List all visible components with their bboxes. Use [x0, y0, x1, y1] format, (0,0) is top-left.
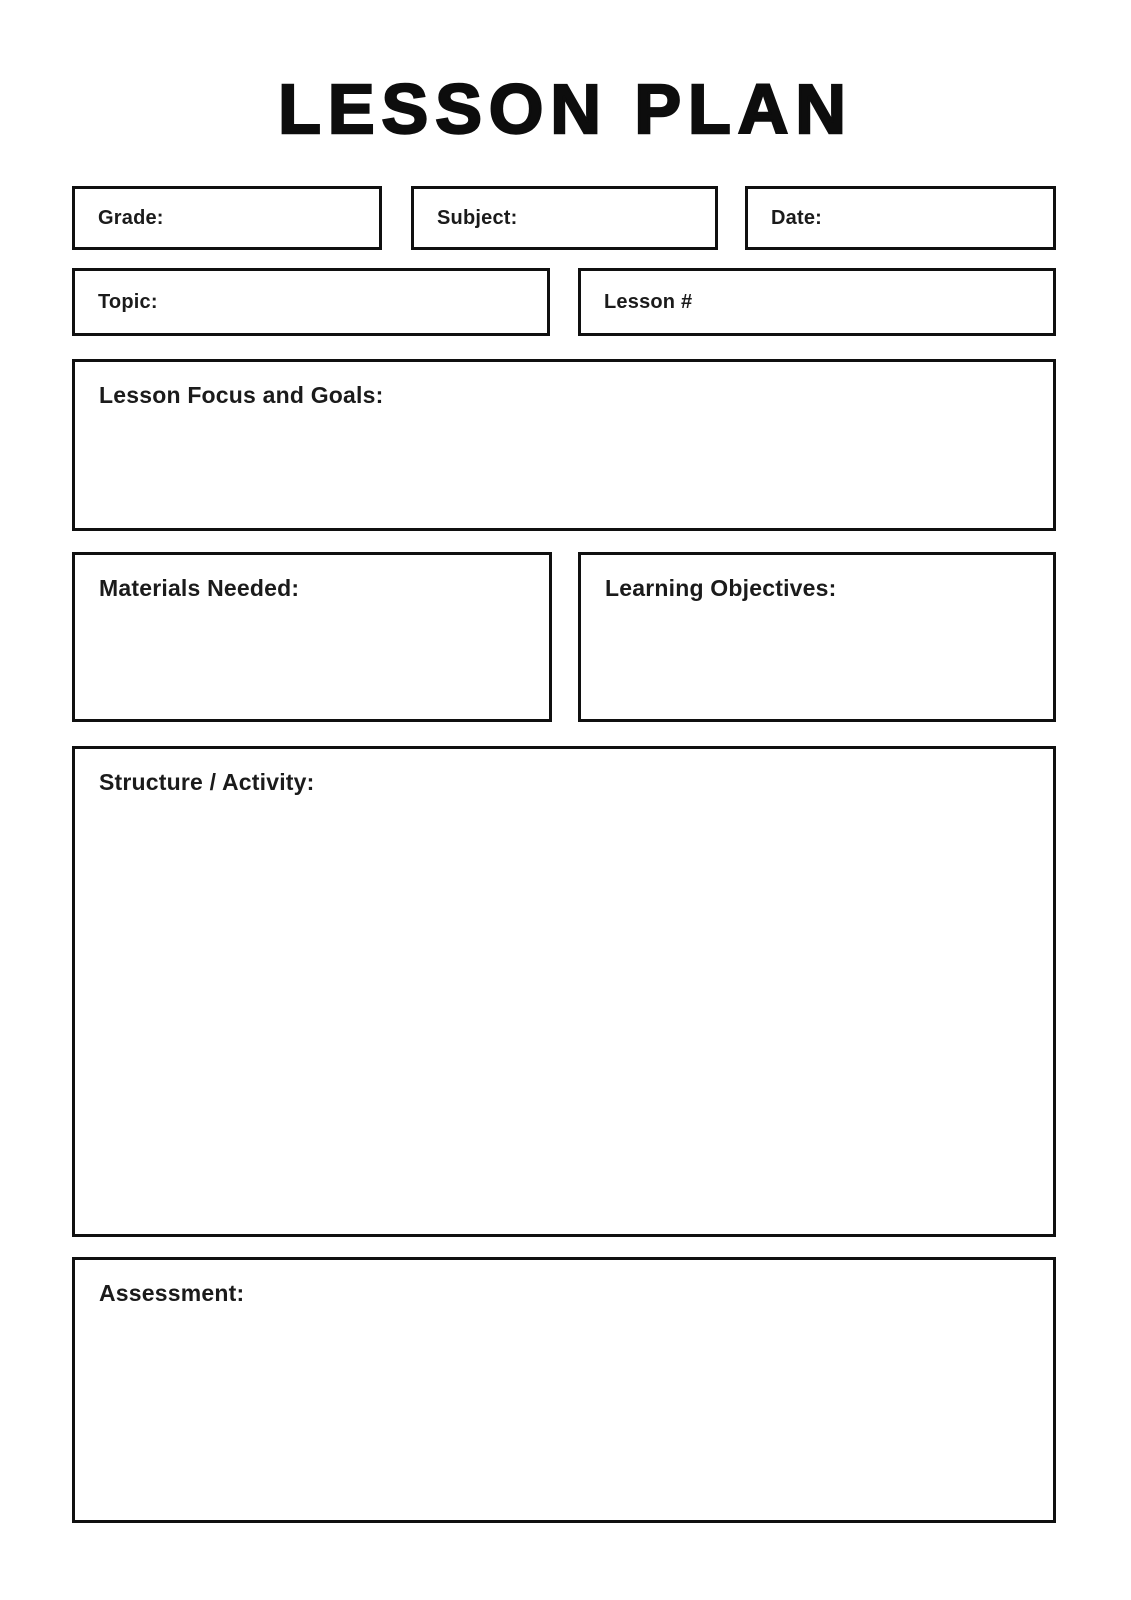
learning-objectives-field[interactable]: [578, 552, 1056, 722]
date-label: Date:: [771, 206, 823, 229]
date-value[interactable]: [822, 213, 1053, 223]
lesson-number-value[interactable]: [692, 297, 1053, 307]
materials-needed-label: Materials Needed:: [99, 575, 300, 601]
grade-value[interactable]: [164, 213, 379, 223]
assessment-field[interactable]: [72, 1257, 1056, 1523]
grade-field[interactable]: [72, 186, 382, 250]
structure-activity-label: Structure / Activity:: [99, 769, 315, 795]
learning-objectives-label: Learning Objectives:: [605, 575, 837, 601]
date-field[interactable]: [745, 186, 1056, 250]
subject-value[interactable]: [518, 213, 716, 223]
subject-field[interactable]: [411, 186, 718, 250]
lesson-focus-goals-label: Lesson Focus and Goals:: [99, 382, 384, 408]
subject-label: Subject:: [437, 206, 518, 229]
materials-needed-value[interactable]: [99, 602, 525, 612]
topic-label: Topic:: [98, 290, 158, 313]
grade-label: Grade:: [98, 206, 164, 229]
structure-activity-value[interactable]: [99, 796, 1029, 806]
lesson-focus-goals-field[interactable]: [72, 359, 1056, 531]
learning-objectives-value[interactable]: [605, 602, 1029, 612]
lesson-number-label: Lesson #: [604, 290, 693, 313]
topic-value[interactable]: [158, 297, 547, 307]
page-title: LESSON PLAN: [278, 70, 853, 148]
materials-needed-field[interactable]: [72, 552, 552, 722]
structure-activity-field[interactable]: [72, 746, 1056, 1237]
lesson-number-field[interactable]: [578, 268, 1056, 336]
assessment-label: Assessment:: [99, 1280, 245, 1306]
topic-field[interactable]: [72, 268, 550, 336]
assessment-value[interactable]: [99, 1307, 1029, 1317]
lesson-focus-goals-value[interactable]: [99, 409, 1029, 419]
